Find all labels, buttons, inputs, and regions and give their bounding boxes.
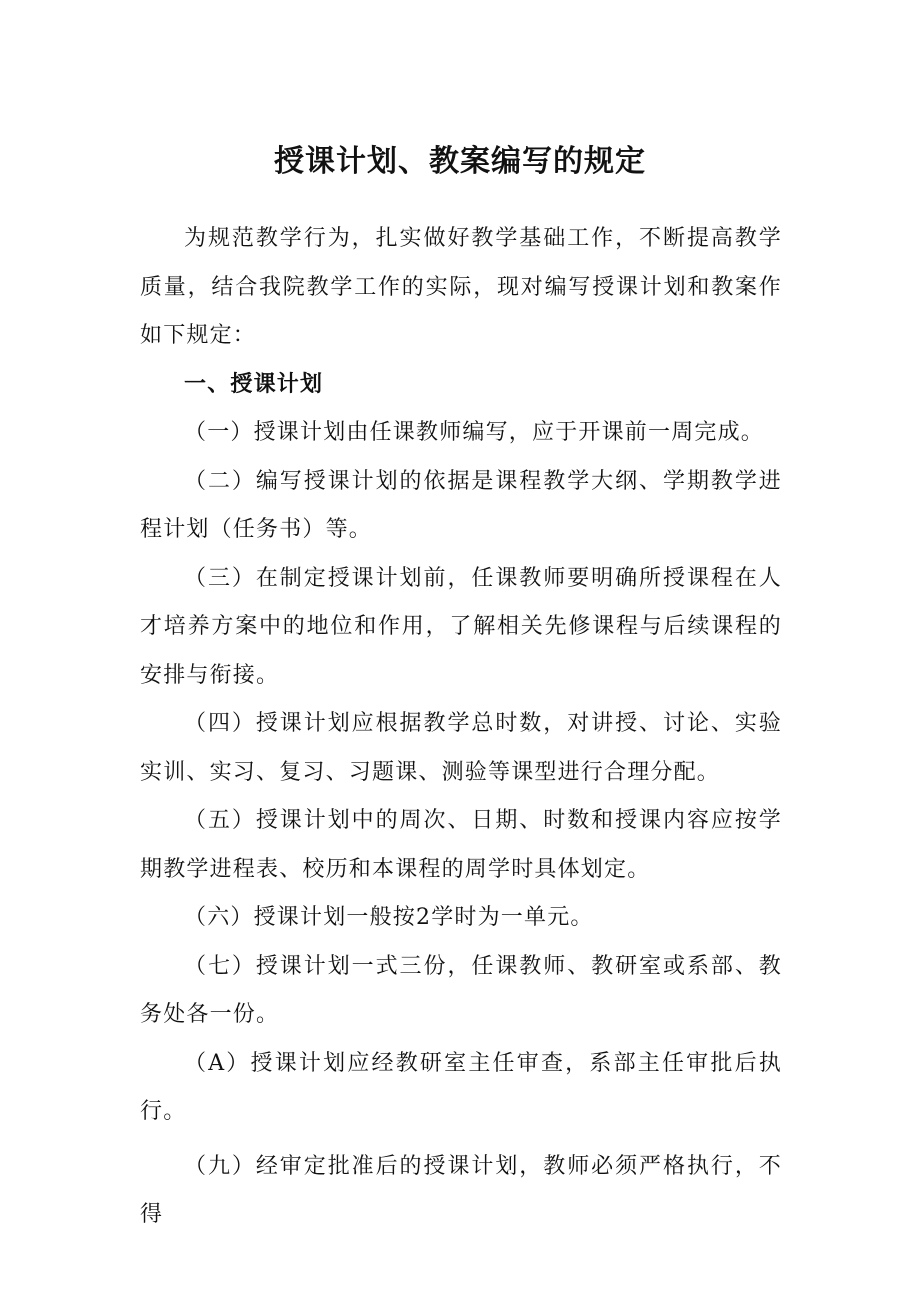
plan-item-7: （七）授课计划一式三份，任课教师、教研室或系部、教务处各一份。 — [140, 953, 782, 1027]
plan-item-6: （六）授课计划一般按2学时为一单元。 — [184, 905, 594, 930]
plan-item-1: （一）授课计划由任课教师编写，应于开课前一周完成。 — [184, 420, 765, 445]
section-heading-teaching-plan: 一、授课计划 — [184, 371, 324, 397]
plan-item-3: （三）在制定授课计划前，任课教师要明确所授课程在人才培养方案中的地位和作用，了解相关先修课程与后续课程的安排与衔接。 — [140, 565, 782, 688]
plan-item-8: （A）授课计划应经教研室主任审查，系部主任审批后执行。 — [140, 1050, 782, 1124]
plan-item-2: （二）编写授课计划的依据是课程教学大纲、学期教学进程计划（任务书）等。 — [140, 468, 782, 542]
plan-item-4: （四）授课计划应根据教学总时数，对讲授、讨论、实验实训、实习、复习、习题课、测验等课型进行合理分配。 — [140, 711, 782, 785]
plan-item-5: （五）授课计划中的周次、日期、时数和授课内容应按学期教学进程表、校历和本课程的周学时具体划定。 — [140, 808, 782, 882]
plan-item-9: （九）经审定批准后的授课计划，教师必须严格执行，不得 — [140, 1153, 782, 1227]
document-title: 授课计划、教案编写的规定 — [274, 144, 646, 179]
document-body — [140, 215, 782, 1240]
intro-paragraph: 为规范教学行为，扎实做好教学基础工作，不断提高教学质量，结合我院教学工作的实际，现对编写授课计划和教案作如下规定： — [140, 226, 782, 348]
